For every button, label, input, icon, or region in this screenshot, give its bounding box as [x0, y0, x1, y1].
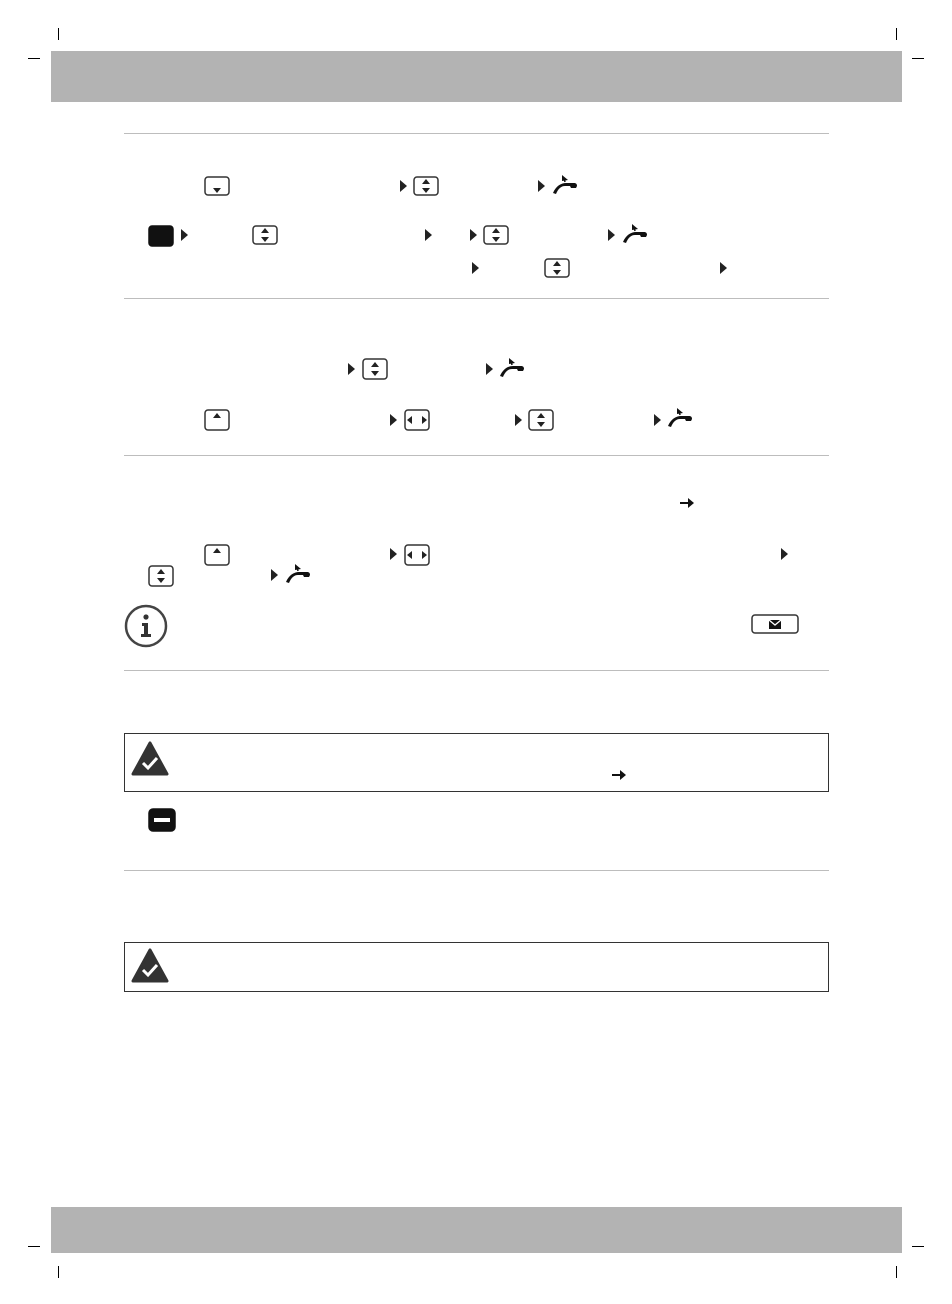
control-key-up-icon [204, 544, 230, 566]
see-reference-arrow-icon [679, 496, 695, 510]
crop-mark [58, 28, 59, 40]
crop-mark [28, 1246, 40, 1247]
step-triangle-icon [472, 262, 479, 274]
step-triangle-icon [515, 414, 522, 426]
step-triangle-icon [271, 569, 278, 581]
info-icon [124, 604, 168, 648]
step-triangle-icon [720, 262, 727, 274]
control-key-up-down-icon [528, 409, 554, 431]
prerequisite-check-icon [131, 948, 169, 984]
control-key-up-down-icon [148, 565, 174, 587]
step-triangle-icon [425, 229, 432, 241]
section-divider [124, 870, 829, 871]
control-key-up-icon [204, 409, 230, 431]
end-call-key-icon [148, 808, 176, 832]
talk-key-icon [283, 563, 313, 585]
step-triangle-icon [654, 414, 661, 426]
control-key-left-right-icon [404, 544, 430, 566]
crop-mark [896, 28, 897, 40]
control-key-up-down-icon [362, 358, 388, 380]
prerequisite-box [124, 942, 829, 992]
step-triangle-icon [348, 363, 355, 375]
page-header-bar [51, 51, 902, 102]
crop-mark [28, 58, 40, 59]
step-triangle-icon [538, 180, 545, 192]
control-key-down-icon [204, 176, 230, 196]
step-triangle-icon [486, 363, 493, 375]
control-key-up-down-icon [544, 258, 570, 278]
section-divider [124, 298, 829, 299]
step-triangle-icon [390, 414, 397, 426]
control-key-left-right-icon [404, 409, 430, 431]
section-divider [124, 455, 829, 456]
message-key-icon [751, 614, 799, 634]
page-footer-bar [51, 1207, 902, 1253]
control-key-up-down-icon [413, 176, 439, 196]
control-key-up-down-icon [252, 225, 278, 245]
control-key-up-down-icon [483, 225, 509, 245]
crop-mark [896, 1266, 897, 1278]
section-divider [124, 133, 829, 134]
menu-key-icon [148, 225, 174, 247]
prerequisite-box [124, 733, 829, 792]
crop-mark [58, 1266, 59, 1278]
talk-key-icon [497, 357, 527, 379]
crop-mark [912, 58, 924, 59]
step-triangle-icon [781, 548, 788, 560]
step-triangle-icon [181, 229, 188, 241]
talk-key-icon [550, 174, 580, 196]
prerequisite-check-icon [131, 741, 169, 777]
see-reference-arrow-icon [611, 768, 627, 782]
step-triangle-icon [390, 548, 397, 560]
step-triangle-icon [608, 229, 615, 241]
talk-key-icon [665, 407, 695, 429]
talk-key-icon [620, 223, 650, 245]
step-triangle-icon [470, 229, 477, 241]
section-divider [124, 670, 829, 671]
crop-mark [912, 1246, 924, 1247]
step-triangle-icon [400, 180, 407, 192]
